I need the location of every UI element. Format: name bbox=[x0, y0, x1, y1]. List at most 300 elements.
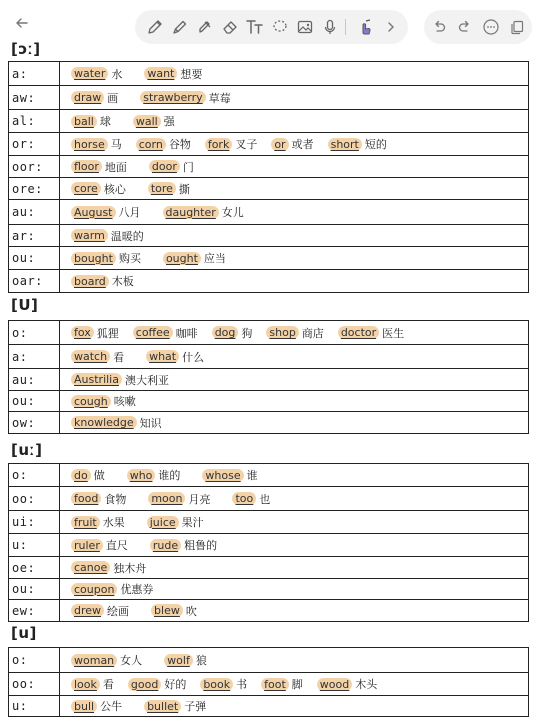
spelling-label: ew: bbox=[12, 603, 36, 618]
table-row bbox=[9, 177, 528, 199]
undo-icon bbox=[431, 19, 447, 35]
english-word: cough bbox=[71, 395, 111, 408]
word-list bbox=[71, 110, 197, 132]
chinese-meaning: 想要 bbox=[180, 67, 203, 81]
table-row bbox=[9, 533, 528, 556]
column-divider bbox=[59, 648, 60, 672]
vocab-word bbox=[71, 325, 119, 341]
vocab-word bbox=[71, 491, 126, 507]
word-list bbox=[71, 156, 216, 177]
vocab-word bbox=[266, 325, 323, 341]
column-divider bbox=[59, 247, 60, 269]
vocab-word bbox=[212, 325, 253, 341]
vocab-word bbox=[144, 698, 206, 714]
table-row bbox=[9, 224, 528, 246]
english-word: too bbox=[232, 492, 256, 505]
word-list bbox=[71, 696, 228, 716]
chinese-meaning: 水 bbox=[111, 67, 123, 81]
pages-icon bbox=[509, 19, 525, 35]
chinese-meaning: 八月 bbox=[118, 206, 141, 219]
chinese-meaning: 强 bbox=[163, 115, 175, 128]
english-word: water bbox=[71, 67, 108, 80]
column-divider bbox=[59, 321, 60, 344]
english-word: what bbox=[146, 350, 179, 363]
english-word: woman bbox=[71, 654, 117, 667]
pencil-tool-button[interactable] bbox=[168, 15, 192, 39]
vocab-word bbox=[205, 136, 258, 152]
vocab-word bbox=[71, 204, 141, 220]
pencil-icon bbox=[171, 18, 189, 36]
spelling-label: au: bbox=[12, 372, 36, 387]
vocab-word bbox=[140, 90, 230, 106]
column-divider bbox=[59, 62, 60, 85]
word-list bbox=[71, 557, 168, 578]
touch-draw-icon bbox=[356, 18, 374, 36]
chinese-meaning: 女儿 bbox=[221, 206, 244, 219]
chinese-meaning: 或者 bbox=[291, 138, 314, 151]
arrow-left-icon bbox=[14, 15, 30, 35]
microphone-icon bbox=[321, 18, 339, 36]
chinese-meaning: 木头 bbox=[355, 678, 378, 691]
vocab-word bbox=[147, 514, 204, 530]
chinese-meaning: 谁 bbox=[246, 469, 258, 482]
vocab-word bbox=[202, 467, 257, 483]
column-divider bbox=[59, 412, 60, 433]
english-word: tore bbox=[148, 182, 176, 195]
spelling-label: ow: bbox=[12, 415, 36, 430]
vocab-word bbox=[71, 136, 122, 152]
word-list bbox=[71, 270, 156, 292]
english-word: drew bbox=[71, 604, 104, 617]
vocab-word bbox=[338, 325, 404, 341]
chinese-meaning: 球 bbox=[99, 115, 111, 128]
lasso-icon bbox=[271, 18, 289, 36]
vocab-word bbox=[163, 250, 226, 266]
word-list bbox=[71, 178, 212, 199]
spelling-label: au: bbox=[12, 205, 36, 219]
english-word: wall bbox=[133, 115, 161, 128]
chinese-meaning: 也 bbox=[259, 492, 271, 506]
chinese-meaning: 狗 bbox=[241, 326, 253, 340]
vocab-word bbox=[71, 159, 127, 175]
table-row bbox=[9, 390, 528, 411]
table-row bbox=[9, 132, 528, 155]
chinese-meaning: 水果 bbox=[102, 516, 125, 529]
column-divider bbox=[59, 600, 60, 621]
chinese-meaning: 做 bbox=[93, 469, 105, 482]
vocab-word bbox=[261, 676, 303, 692]
column-divider bbox=[59, 487, 60, 510]
chinese-meaning: 画 bbox=[107, 91, 119, 105]
redo-icon bbox=[457, 19, 473, 35]
table-row bbox=[9, 464, 528, 486]
chinese-meaning: 看 bbox=[113, 350, 125, 364]
image-tool-button[interactable] bbox=[293, 15, 317, 39]
vocab-word bbox=[71, 415, 162, 431]
english-word: corn bbox=[136, 138, 166, 151]
text-tool-icon bbox=[245, 18, 265, 36]
highlighter-tool-button[interactable] bbox=[193, 15, 217, 39]
table-row bbox=[9, 109, 528, 132]
vocab-word bbox=[71, 66, 122, 82]
chinese-meaning: 草莓 bbox=[208, 91, 231, 105]
english-word: daughter bbox=[163, 206, 219, 219]
english-word: bull bbox=[71, 700, 97, 713]
word-list bbox=[71, 464, 280, 486]
vocab-word bbox=[71, 181, 126, 197]
english-word: floor bbox=[71, 160, 102, 173]
word-list bbox=[71, 579, 175, 599]
english-word: ruler bbox=[71, 539, 103, 552]
vocab-word bbox=[71, 537, 128, 553]
chinese-meaning: 月亮 bbox=[188, 492, 211, 506]
column-divider bbox=[59, 557, 60, 578]
vocab-word bbox=[71, 393, 136, 409]
column-divider bbox=[59, 511, 60, 533]
english-word: blew bbox=[151, 604, 183, 617]
word-list bbox=[71, 321, 418, 344]
vocab-word bbox=[163, 204, 244, 220]
chinese-meaning: 什么 bbox=[182, 350, 205, 364]
toolbar-divider bbox=[345, 19, 346, 35]
english-word: fruit bbox=[71, 516, 100, 529]
chinese-meaning: 购买 bbox=[118, 252, 141, 265]
chinese-meaning: 直尺 bbox=[105, 539, 128, 552]
spelling-label: ar: bbox=[12, 228, 36, 243]
column-divider bbox=[59, 391, 60, 411]
drawing-tools-bar bbox=[135, 10, 408, 44]
vocab-word bbox=[71, 250, 141, 266]
vocab-word bbox=[71, 349, 124, 365]
phonics-table bbox=[8, 320, 529, 434]
vocab-word bbox=[71, 113, 111, 129]
more-icon bbox=[482, 18, 500, 36]
english-word: wolf bbox=[164, 654, 193, 667]
vocab-word bbox=[136, 136, 191, 152]
vocab-word bbox=[71, 676, 114, 692]
pages-button[interactable] bbox=[505, 15, 529, 39]
table-row bbox=[9, 411, 528, 433]
english-word: doctor bbox=[338, 326, 379, 339]
english-word: warm bbox=[71, 229, 108, 242]
english-word: food bbox=[71, 492, 101, 505]
vocab-word bbox=[71, 273, 134, 289]
english-word: strawberry bbox=[140, 91, 205, 104]
chinese-meaning: 果汁 bbox=[181, 516, 204, 529]
chinese-meaning: 粗鲁的 bbox=[184, 539, 218, 552]
english-word: horse bbox=[71, 138, 108, 151]
spelling-label: o: bbox=[12, 653, 28, 667]
english-word: shop bbox=[266, 326, 298, 339]
table-row bbox=[9, 199, 528, 224]
chinese-meaning: 澳大利亚 bbox=[124, 373, 169, 387]
phonics-table bbox=[8, 647, 529, 717]
highlighter-icon bbox=[196, 18, 214, 36]
column-divider bbox=[59, 696, 60, 716]
spelling-label: or: bbox=[12, 137, 36, 151]
chinese-meaning: 好的 bbox=[164, 678, 187, 691]
column-divider bbox=[59, 178, 60, 199]
chinese-meaning: 商店 bbox=[301, 326, 324, 340]
column-divider bbox=[59, 369, 60, 390]
english-word: knowledge bbox=[71, 416, 137, 429]
vocab-word bbox=[148, 181, 190, 197]
vocab-word bbox=[133, 325, 198, 341]
vocab-word bbox=[71, 603, 129, 619]
english-word: core bbox=[71, 182, 101, 195]
text-tool-button[interactable] bbox=[243, 15, 267, 39]
english-word: whose bbox=[202, 469, 243, 482]
vocab-word bbox=[71, 581, 153, 597]
english-word: August bbox=[71, 206, 116, 219]
table-row bbox=[9, 155, 528, 177]
microphone-tool-button[interactable] bbox=[318, 15, 342, 39]
spelling-label: ore: bbox=[12, 181, 43, 196]
chinese-meaning: 木板 bbox=[111, 275, 134, 288]
chinese-meaning: 书 bbox=[236, 678, 248, 691]
vocab-word bbox=[133, 113, 175, 129]
column-divider bbox=[59, 270, 60, 292]
word-list bbox=[71, 86, 253, 109]
table-row bbox=[9, 510, 528, 533]
more-tools-button[interactable] bbox=[379, 15, 403, 39]
spelling-label: o: bbox=[12, 325, 28, 340]
table-row bbox=[9, 556, 528, 578]
chinese-meaning: 狐狸 bbox=[96, 326, 119, 340]
chinese-meaning: 医生 bbox=[382, 326, 405, 340]
word-list bbox=[71, 648, 229, 672]
column-divider bbox=[59, 110, 60, 132]
word-list bbox=[71, 200, 266, 224]
column-divider bbox=[59, 200, 60, 224]
column-divider bbox=[59, 534, 60, 556]
chinese-meaning: 公牛 bbox=[100, 700, 123, 713]
english-word: want bbox=[144, 67, 177, 80]
pen-tool-button[interactable] bbox=[143, 15, 167, 39]
column-divider bbox=[59, 225, 60, 246]
toolbar bbox=[0, 0, 540, 54]
chinese-meaning: 短的 bbox=[364, 138, 387, 151]
english-word: ball bbox=[71, 115, 97, 128]
more-button[interactable] bbox=[479, 15, 503, 39]
english-word: rude bbox=[150, 539, 181, 552]
english-word: fork bbox=[205, 138, 233, 151]
vocab-word bbox=[71, 228, 144, 244]
english-word: who bbox=[127, 469, 156, 482]
vocab-word bbox=[317, 676, 377, 692]
table-row bbox=[9, 62, 528, 85]
section-header: [uː] bbox=[11, 441, 43, 459]
spelling-label: ui: bbox=[12, 515, 36, 529]
vocab-word bbox=[127, 467, 181, 483]
english-word: look bbox=[71, 678, 100, 691]
chinese-meaning: 叉子 bbox=[235, 138, 258, 151]
column-divider bbox=[59, 133, 60, 155]
english-word: short bbox=[328, 138, 362, 151]
table-row bbox=[9, 695, 528, 716]
image-icon bbox=[296, 18, 314, 36]
english-word: door bbox=[149, 160, 180, 173]
english-word: watch bbox=[71, 350, 110, 363]
column-divider bbox=[59, 345, 60, 368]
word-list bbox=[71, 673, 391, 695]
vocab-word bbox=[71, 372, 169, 388]
chinese-meaning: 谁的 bbox=[158, 469, 181, 482]
chinese-meaning: 咳嗽 bbox=[113, 395, 136, 408]
back-button[interactable] bbox=[8, 11, 36, 39]
table-row bbox=[9, 672, 528, 695]
table-row bbox=[9, 368, 528, 390]
word-list bbox=[71, 600, 219, 621]
chinese-meaning: 咖啡 bbox=[175, 326, 198, 340]
chinese-meaning: 马 bbox=[110, 138, 122, 151]
spelling-label: oe: bbox=[12, 560, 36, 575]
vocab-word bbox=[144, 66, 202, 82]
chinese-meaning: 撕 bbox=[178, 182, 190, 196]
word-list bbox=[71, 369, 191, 390]
phonics-table bbox=[8, 463, 529, 622]
vocab-word bbox=[149, 159, 194, 175]
table-row bbox=[9, 246, 528, 269]
spelling-label: a: bbox=[12, 66, 28, 81]
vocab-word bbox=[164, 652, 207, 668]
vocab-word bbox=[71, 90, 118, 106]
word-list bbox=[71, 225, 166, 246]
table-row bbox=[9, 648, 528, 672]
chinese-meaning: 知识 bbox=[139, 416, 162, 430]
spelling-label: ou: bbox=[12, 582, 36, 596]
spelling-label: oo: bbox=[12, 491, 36, 506]
vocab-word bbox=[71, 560, 146, 576]
chinese-meaning: 吹 bbox=[185, 604, 197, 618]
english-word: book bbox=[200, 678, 233, 691]
english-word: Austrilia bbox=[71, 373, 122, 386]
chinese-meaning: 子弹 bbox=[184, 700, 207, 713]
vocab-word bbox=[148, 491, 210, 507]
column-divider bbox=[59, 86, 60, 109]
word-list bbox=[71, 487, 292, 510]
pen-icon bbox=[146, 18, 164, 36]
chinese-meaning: 狼 bbox=[195, 654, 207, 667]
chinese-meaning: 温暖的 bbox=[110, 229, 144, 243]
vocab-word bbox=[71, 652, 142, 668]
table-row bbox=[9, 578, 528, 599]
spelling-label: u: bbox=[12, 699, 28, 713]
page-actions-bar bbox=[424, 10, 532, 44]
word-list bbox=[71, 391, 158, 411]
table-row bbox=[9, 599, 528, 621]
chinese-meaning: 看 bbox=[102, 678, 114, 691]
word-list bbox=[71, 247, 248, 269]
vocab-word bbox=[200, 676, 247, 692]
word-list bbox=[71, 133, 401, 155]
english-word: bullet bbox=[144, 700, 181, 713]
spelling-label: ou: bbox=[12, 251, 36, 265]
chinese-meaning: 独木舟 bbox=[113, 561, 147, 575]
english-word: coupon bbox=[71, 583, 117, 596]
column-divider bbox=[59, 579, 60, 599]
touch-draw-button[interactable] bbox=[353, 15, 377, 39]
vocab-word bbox=[271, 136, 313, 152]
chinese-meaning: 地面 bbox=[104, 160, 127, 174]
table-row bbox=[9, 85, 528, 109]
section-header: [ɔː] bbox=[11, 40, 41, 58]
vocab-word bbox=[71, 514, 125, 530]
vocab-word bbox=[150, 537, 217, 553]
table-row bbox=[9, 269, 528, 292]
spelling-label: oar: bbox=[12, 274, 43, 288]
section-header: [U] bbox=[11, 296, 39, 314]
chinese-meaning: 门 bbox=[182, 160, 194, 174]
english-word: good bbox=[128, 678, 161, 691]
english-word: or bbox=[271, 138, 288, 151]
redo-button[interactable] bbox=[453, 15, 477, 39]
vocab-word bbox=[146, 349, 204, 365]
section-header: [u] bbox=[11, 624, 37, 642]
vocab-word bbox=[328, 136, 387, 152]
spelling-label: oor: bbox=[12, 159, 43, 174]
english-word: board bbox=[71, 275, 109, 288]
chinese-meaning: 应当 bbox=[203, 252, 226, 265]
spelling-label: ou: bbox=[12, 394, 36, 408]
chinese-meaning: 优惠券 bbox=[120, 583, 154, 596]
word-list bbox=[71, 345, 226, 368]
chinese-meaning: 脚 bbox=[291, 678, 303, 691]
vocab-word bbox=[71, 467, 105, 483]
word-list bbox=[71, 511, 226, 533]
vocab-word bbox=[128, 676, 186, 692]
english-word: moon bbox=[148, 492, 185, 505]
english-word: do bbox=[71, 469, 91, 482]
english-word: dog bbox=[212, 326, 239, 339]
english-word: foot bbox=[261, 678, 289, 691]
english-word: ought bbox=[163, 252, 201, 265]
table-row bbox=[9, 486, 528, 510]
chinese-meaning: 食物 bbox=[104, 492, 127, 506]
eraser-icon bbox=[221, 18, 239, 36]
chevron-right-icon bbox=[385, 20, 397, 34]
english-word: coffee bbox=[133, 326, 173, 339]
vocab-word bbox=[71, 698, 122, 714]
eraser-tool-button[interactable] bbox=[218, 15, 242, 39]
table-row bbox=[9, 321, 528, 344]
chinese-meaning: 绘画 bbox=[107, 604, 130, 618]
undo-button[interactable] bbox=[427, 15, 451, 39]
word-list bbox=[71, 534, 239, 556]
column-divider bbox=[59, 464, 60, 486]
spelling-label: u: bbox=[12, 538, 28, 552]
spelling-label: o: bbox=[12, 468, 28, 482]
english-word: juice bbox=[147, 516, 179, 529]
chinese-meaning: 核心 bbox=[103, 182, 126, 196]
english-word: draw bbox=[71, 91, 104, 104]
english-word: wood bbox=[317, 678, 352, 691]
spelling-label: al: bbox=[12, 114, 36, 128]
spelling-label: a: bbox=[12, 349, 28, 364]
spelling-label: aw: bbox=[12, 90, 36, 105]
vocab-word bbox=[151, 603, 197, 619]
lasso-tool-button[interactable] bbox=[268, 15, 292, 39]
spelling-label: oo: bbox=[12, 677, 36, 691]
phonics-table bbox=[8, 61, 529, 293]
english-word: bought bbox=[71, 252, 116, 265]
vocab-word bbox=[232, 491, 270, 507]
word-list bbox=[71, 412, 184, 433]
table-row bbox=[9, 344, 528, 368]
word-list bbox=[71, 62, 224, 85]
chinese-meaning: 女人 bbox=[120, 654, 143, 667]
column-divider bbox=[59, 156, 60, 177]
